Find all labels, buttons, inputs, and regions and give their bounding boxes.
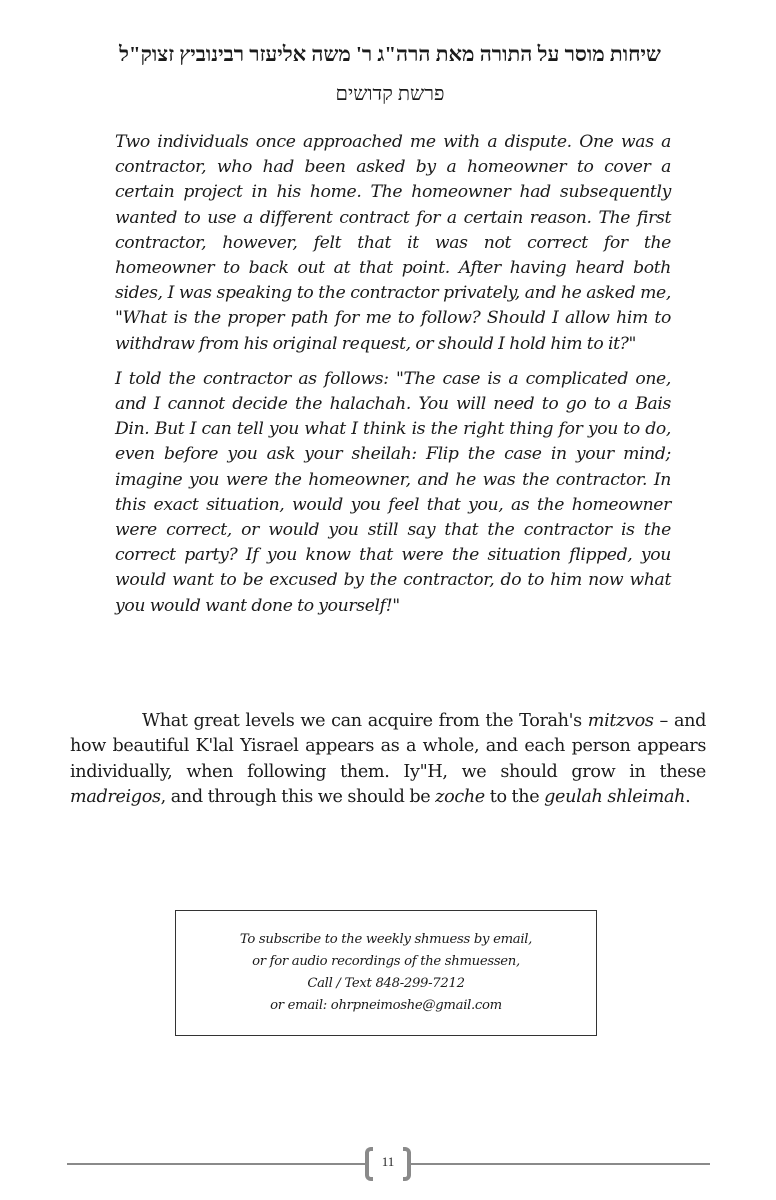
subscribe-line: or for audio recordings of the shmuessen, <box>252 954 520 969</box>
italic-term: zoche <box>435 787 485 808</box>
running-header-title: שיחות מוסר על התורה מאת הרה"ג ר' משה אליעזר רבינוביץ זצוק"ל <box>119 42 661 66</box>
footer-rule-right <box>411 1163 710 1165</box>
italic-term: mitzvos <box>587 711 654 731</box>
conclusion-text: , and through this we should be <box>160 787 436 808</box>
parsha-subtitle: פרשת קדושים <box>335 83 445 105</box>
subscribe-email: or email: ohrpneimoshe@gmail.com <box>270 998 502 1013</box>
page-number: 11 <box>381 1154 395 1169</box>
conclusion-text: . <box>685 787 691 808</box>
subscribe-line: To subscribe to the weekly shmuess by email, <box>239 932 533 947</box>
conclusion-text: What great levels we can acquire from the Torah's <box>142 711 588 731</box>
quote-paragraph: I told the contractor as follows: "The case is a complicated one, and I cannot decide the halachah. You will need to go to a Bais Din. But I can tell you what I think is the right thing for you to do, even before you ask your sheilah: Flip the case in your mind; imagine you were the homeowner, and he was the contractor. In this exact situation, would you feel that you, as the homeowner were correct, or would you still say that the contractor is the correct party? If you know that were the situation flipped, you would want to be excused by the contractor, do to him now what you would want done to yourself!" <box>115 368 671 616</box>
conclusion-paragraph <box>70 709 706 811</box>
conclusion-text: – and how beautiful K'lal Yisrael appears as a whole, and each person appears individually, when following them. Iy"H, we should grow in these <box>70 711 706 782</box>
conclusion-text: to the <box>484 787 545 808</box>
italic-term: madreigos <box>70 787 161 808</box>
subscribe-phone: Call / Text 848-299-7212 <box>307 976 465 991</box>
page-footer <box>67 1145 710 1183</box>
quote-paragraph: Two individuals once approached me with a dispute. One was a contractor, who had been asked by a homeowner to cover a certain project in his home. The homeowner had subsequently wanted to use a different contract for a certain reason. The first contractor, however, felt that it was not correct for the homeowner to back out at that point. After having heard both sides, I was speaking to the contractor privately, and he asked me, "What is the proper path for me to follow? Should I allow him to withdraw from his original request, or should I hold him to it?" <box>115 132 671 354</box>
subscribe-info-box <box>175 910 597 1036</box>
quoted-story-block <box>115 130 671 629</box>
italic-term: geulah shleimah <box>544 787 686 808</box>
footer-rule-left <box>67 1163 365 1165</box>
left-bracket-icon <box>365 1147 373 1181</box>
right-bracket-icon <box>403 1147 411 1181</box>
